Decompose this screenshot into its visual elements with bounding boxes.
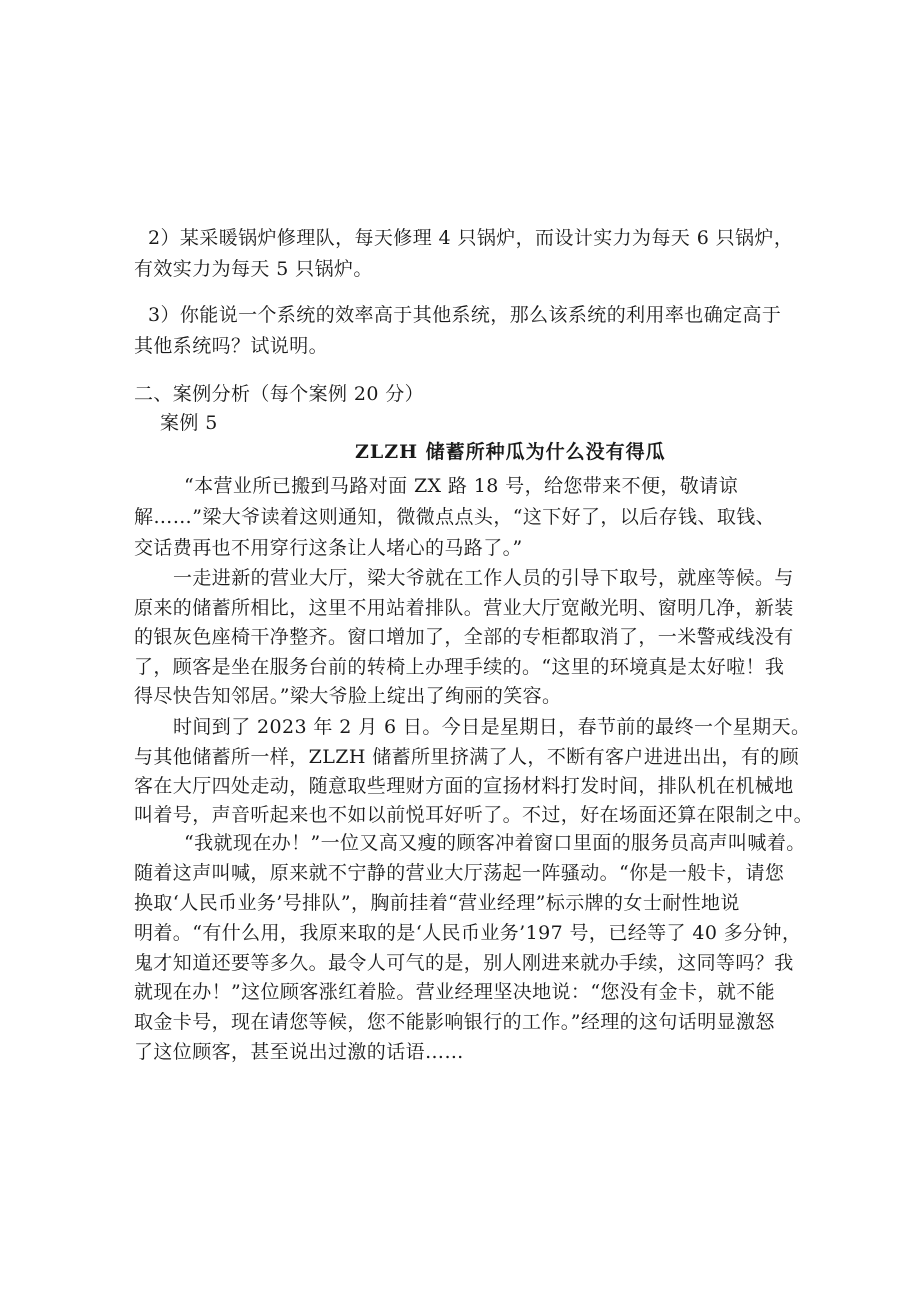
paragraph-3-line-4: 叫着号，声音听起来也不如以前悦耳好听了。不过，好在场面还算在限制之中。 [134, 804, 814, 826]
paragraph-4-line-2: 随着这声叫喊，原来就不宁静的营业大厅荡起一阵骚动。“你是一般卡，请您 [134, 862, 785, 884]
paragraph-2-line-4: 了，顾客是坐在服务台前的转椅上办理手续的。“这里的环境真是太好啦！我 [134, 656, 785, 678]
paragraph-3-line-3: 客在大厅四处走动，随意取些理财方面的宣扬材料打发时间，排队机在机械地 [134, 775, 794, 797]
paragraph-4-line-7: 取金卡号，现在请您等候，您不能影响银行的工作。”经理的这句话明显激怒 [134, 1011, 775, 1033]
paragraph-2-line-3: 的银灰色座椅干净整齐。窗口增加了，全部的专柜都取消了，一米警戒线没有 [134, 626, 794, 648]
paragraph-2-line-5: 得尽快告知邻居。”梁大爷脸上绽出了绚丽的笑容。 [134, 685, 562, 707]
case-label: 案例 5 [160, 412, 218, 434]
question-3-line-1: 3）你能说一个系统的效率高于其他系统，那么该系统的利用率也确定高于 [148, 304, 782, 326]
paragraph-1-line-2: 解……”梁大爷读着这则通知，微微点点头，“这下好了，以后存钱、取钱、 [134, 506, 776, 528]
paragraph-4-line-4: 明着。“有什么用，我原来取的是‘人民币业务’197 号，已经等了 40 多分钟， [134, 922, 802, 944]
paragraph-1-line-3: 交话费再也不用穿行这条让人堵心的马路了。” [134, 537, 523, 559]
question-2-line-1: 2）某采暖锅炉修理队，每天修理 4 只锅炉，而设计实力为每天 6 只锅炉， [148, 227, 794, 249]
paragraph-1-line-1: “本营业所已搬到马路对面 ZX 路 18 号，给您带来不便，敬请谅 [184, 475, 738, 497]
case-title: ZLZH 储蓄所种瓜为什么没有得瓜 [355, 441, 666, 463]
paragraph-4-line-8: 了这位顾客，甚至说出过激的话语…… [134, 1041, 464, 1063]
paragraph-2-line-1: 一走进新的营业大厅，梁大爷就在工作人员的引导下取号，就座等候。与 [173, 567, 794, 589]
paragraph-3-line-1: 时间到了 2023 年 2 月 6 日。今日是星期日，春节前的最终一个星期天。 [173, 716, 811, 738]
section-heading: 二、案例分析（每个案例 20 分） [134, 383, 425, 405]
paragraph-3-line-2: 与其他储蓄所一样，ZLZH 储蓄所里挤满了人，不断有客户进进出出，有的顾 [134, 746, 800, 768]
paragraph-4-line-1: “我就现在办！”一位又高又瘦的顾客冲着窗口里面的服务员高声叫喊着。 [184, 832, 806, 854]
paragraph-4-line-3: 换取‘人民币业务’号排队”，胸前挂着“营业经理”标示牌的女士耐性地说 [134, 892, 740, 914]
paragraph-4-line-6: 就现在办！”这位顾客涨红着脸。营业经理坚决地说：“您没有金卡，就不能 [134, 981, 776, 1003]
paragraph-2-line-2: 原来的储蓄所相比，这里不用站着排队。营业大厅宽敞光明、窗明几净，新装 [134, 597, 794, 619]
question-2-line-2: 有效实力为每天 5 只锅炉。 [134, 258, 373, 280]
paragraph-4-line-5: 鬼才知道还要等多久。最令人可气的是，别人刚进来就办手续，这同等吗？我 [134, 952, 794, 974]
question-3-line-2: 其他系统吗？试说明。 [134, 335, 329, 357]
